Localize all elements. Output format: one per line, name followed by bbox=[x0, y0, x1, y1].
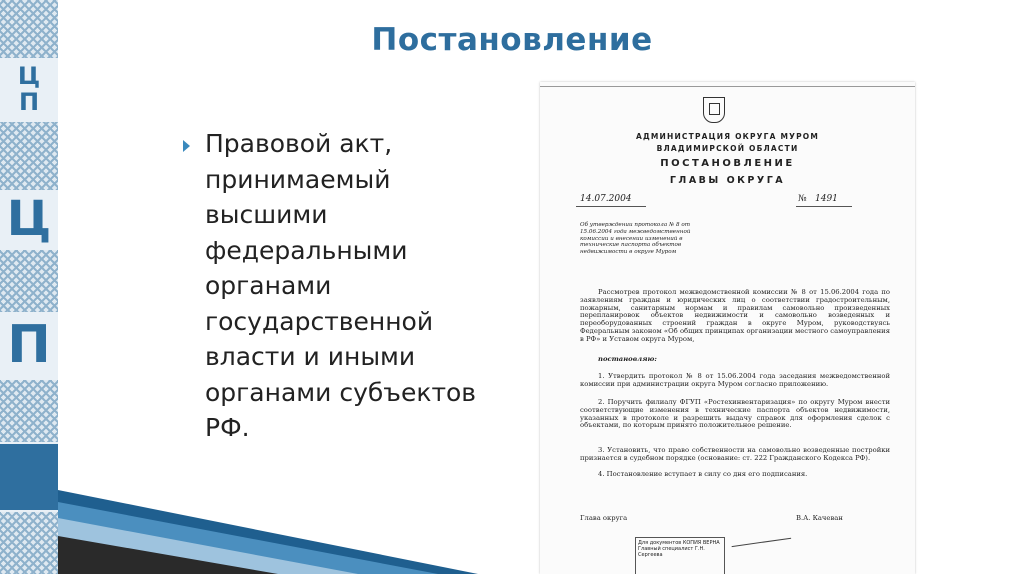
sidebar-letter: П bbox=[7, 315, 51, 375]
doc-number-sign: № bbox=[798, 194, 807, 204]
pattern-block bbox=[0, 250, 58, 312]
doc-number: 1491 bbox=[815, 194, 838, 204]
document-scan bbox=[540, 82, 915, 574]
pattern-block bbox=[0, 122, 58, 190]
doc-signer-title: Глава округа bbox=[580, 514, 628, 522]
doc-item1: 1. Утвердить протокол № 8 от 15.06.2004 года заседания межведомственной комиссии при администрации округа Муром согласно приложению. bbox=[580, 372, 890, 388]
doc-preamble: Рассмотрев протокол межведомственной комиссии № 8 от 15.06.2004 года по заявлениям граждан и юридических лиц о соответствии градостроительным, пожарным, санитарным нормам и правилам самовольно произведенных перепланировок объектов недвижимости и самовольно возведенных и переоборудованных строений граждан в округе Муром, руководствуясь Федеральным законом «Об общих принципах организации местного самоуправления в РФ» и Уставом округа Муром, bbox=[580, 288, 890, 343]
decorative-wedge bbox=[58, 490, 478, 574]
doc-type-sub: ГЛАВЫ ОКРУГА bbox=[669, 175, 786, 186]
doc-subject: Об утверждении протокола № 8 от 15.06.2004 года межведомственной комиссии и внесении изменений в технические паспорта объектов недвижимости в округе Муром bbox=[580, 222, 691, 256]
sidebar-letter: П bbox=[18, 88, 40, 116]
doc-stamp: Для документов КОПИЯ ВЕРНА Главный специалист Г.Н. Сергеева bbox=[635, 537, 725, 574]
pattern-block bbox=[0, 380, 58, 442]
doc-signer-name: В.А. Качеван bbox=[796, 514, 843, 522]
decorative-sidebar bbox=[0, 0, 58, 574]
doc-type: ПОСТАНОВЛЕНИЕ bbox=[660, 158, 795, 169]
bullet-text: Правовой акт, принимаемый высшими федеральными органами государственной власти и иными органами субъектов РФ. bbox=[205, 129, 477, 442]
sidebar-letter: Ц bbox=[6, 191, 52, 247]
doc-resolve: постановляю: bbox=[598, 355, 657, 363]
doc-header-line1: АДМИНИСТРАЦИЯ ОКРУГА МУРОМ bbox=[635, 132, 820, 141]
page-title: Постановление bbox=[371, 22, 653, 58]
doc-date: 14.07.2004 bbox=[580, 194, 632, 204]
doc-item2: 2. Поручить филиалу ФГУП «Ростехинвентаризация» по округу Муром внести соответствующие изменения в технические паспорта объектов недвижимости, указанных в протоколе и разрешить выдачу справок для оформления сделок с объектами, по которым принято положительное решение. bbox=[580, 398, 890, 430]
doc-item4: 4. Постановление вступает в силу со дня его подписания. bbox=[598, 470, 808, 478]
doc-header-line2: ВЛАДИМИРСКОЙ ОБЛАСТИ bbox=[656, 144, 799, 153]
coat-of-arms-icon bbox=[703, 97, 725, 123]
doc-item3: 3. Установить, что право собственности на самовольно возведенные постройки признается в судебном порядке (основание: ст. 222 Гражданского Кодекса РФ). bbox=[580, 446, 890, 462]
sidebar-letter: Ц bbox=[17, 62, 41, 90]
buildings-pattern-icon bbox=[0, 512, 58, 574]
bullet-arrow-icon bbox=[183, 140, 190, 152]
gears-people-icon bbox=[0, 444, 58, 510]
signature-scribble bbox=[729, 518, 791, 547]
